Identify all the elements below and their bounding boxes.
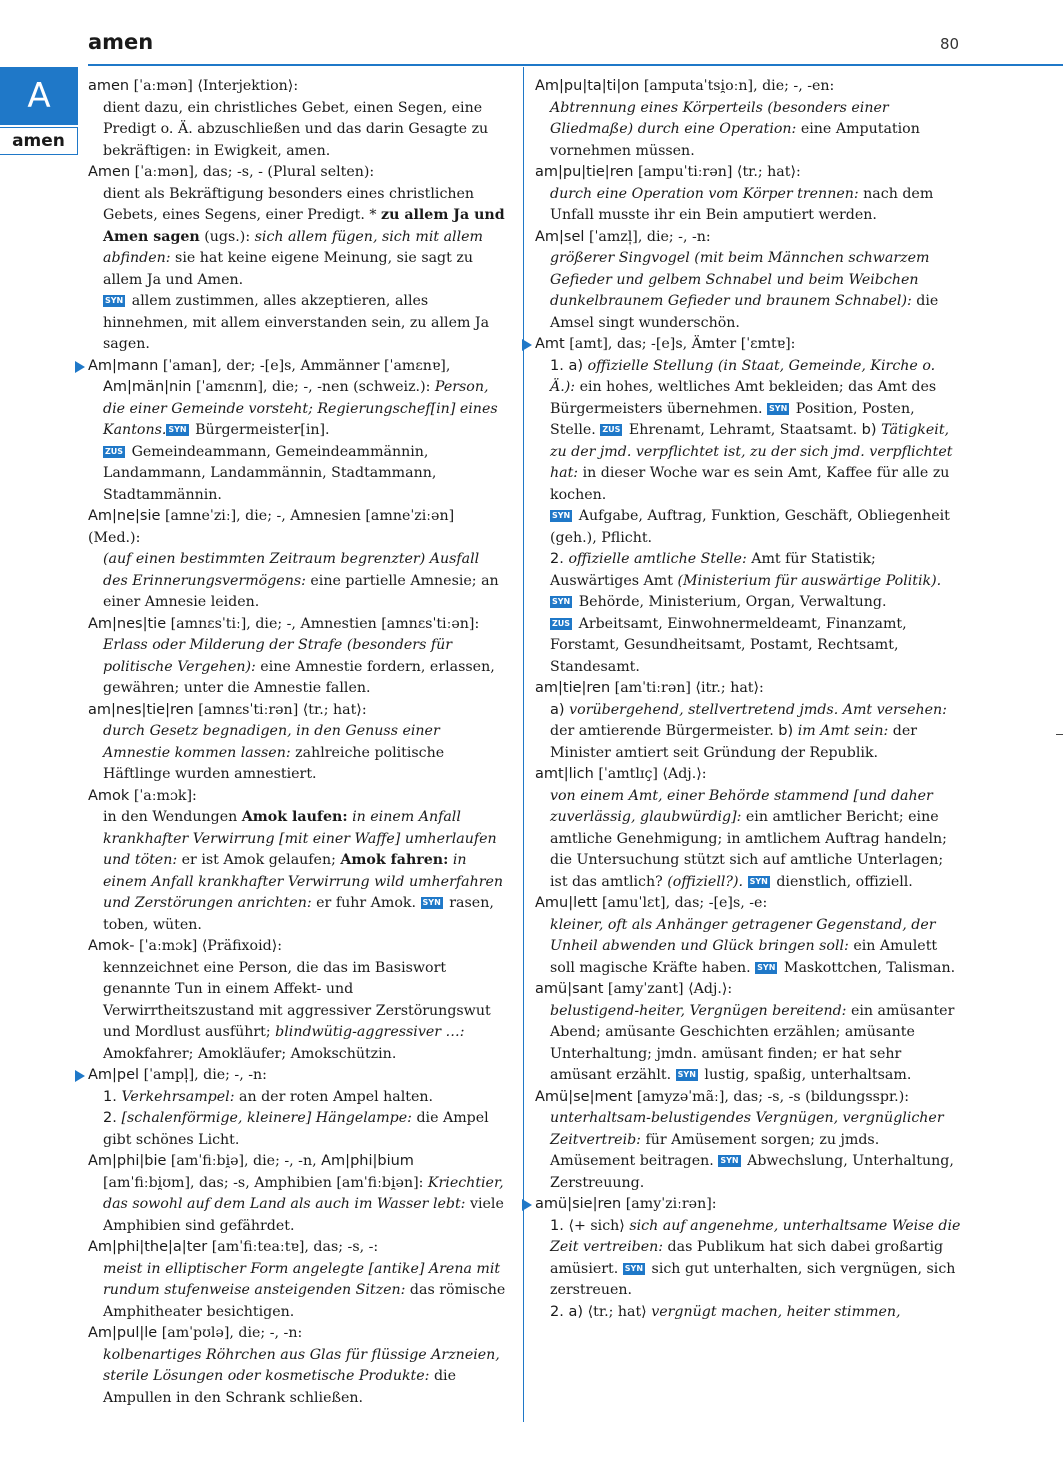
headword: Am|nes|tie (88, 615, 167, 632)
headword: amt|lich (535, 766, 594, 782)
entry-meta: [amyˈzant] ⟨Adj.⟩: (603, 981, 733, 997)
example: das Publikum hat sich dabei großartig amüsiert. (550, 1239, 944, 1277)
example: in dieser Woche war es sein Amt, Kaffee für alle zu kochen. (550, 465, 950, 503)
entry-amputieren (535, 162, 963, 227)
syn-badge-icon: SYN (624, 1263, 644, 1273)
entry-meta: [amˈtiːrən] ⟨itr.; hat⟩: (610, 680, 764, 696)
synonyms: Position, Posten, Stelle. (550, 400, 915, 438)
sense-number: 1. a) (550, 357, 588, 374)
synonyms: Bürgermeister[in]. (190, 422, 330, 438)
example: ein amüsanter Abend; amüsante Geschichten erzählen; amüsante Unterhaltung; jmdn. amüsant finden; er hat sehr amüsant erzählt. (550, 1002, 955, 1083)
definition: kennzeichnet eine Person, die das im Basiswort genannte Tun in einem Affekt- und Verwirrtheitszustand mit aggressiver Zerstörungswut und Mordlust ausführt; (103, 959, 491, 1040)
headword: Amü|se|ment (535, 1088, 633, 1105)
idiom-definition: sich allem fügen, sich mit allem abfinden: (103, 228, 483, 266)
syn-badge-icon: SYN (552, 511, 571, 520)
definition: unterhaltsam-belustigendes Vergnügen, vergnüglicher Zeitvertreib: (550, 1110, 944, 1148)
entry-meta: [amˈfiːbi̯ʊm], das; -s, Amphibien [amˈfiːbi̯ən]: (103, 1174, 424, 1191)
sense-number: a) (550, 701, 570, 718)
definition: größerer Singvogel (mit beim Männchen schwarzem Gefieder und gelbem Schnabel und beim Weibchen dunkelbraunem Gefieder und braunem Schnabel): (550, 250, 930, 309)
entry-meta: [ampuˈtiːrən] ⟨tr.; hat⟩: (633, 164, 801, 180)
entry-meta: [amnɛsˈtiː], die; -, Amnestien [amnɛsˈtiːən]: (166, 615, 480, 632)
entry-Amen (88, 162, 508, 356)
definition: offizielle Stellung (in Staat, Gemeinde, Kirche o. Ä.): (550, 357, 936, 395)
entry-meta: [amt], das; -[e]s, Ämter [ˈɛmtɐ]: (564, 336, 796, 352)
intro: in den Wendungen (103, 809, 242, 825)
entry-Amulett (535, 893, 963, 979)
compounds: Gemeindeammann, Gemeindeammännin, Landammann, Landammännin, Stadtammann, Stadtammännin. (103, 443, 437, 503)
left-column (88, 76, 508, 1409)
entry-amuesant (535, 979, 963, 1087)
example: ein amtlicher Bericht; eine amtliche Genehmigung; in amtlichem Auftrag handeln; die Untersuchung stützt sich auf amtliche Unterlagen; ist das amtlich? (550, 809, 947, 890)
syn-badge-icon: SYN (677, 1070, 696, 1079)
example: der amtierende Bürgermeister. (550, 723, 779, 739)
idiom: Amok laufen: (241, 809, 348, 825)
sense-number: b) (778, 723, 798, 739)
definition: von einem Amt, einer Behörde stammend [und daher zuverlässig, glaubwürdig]: (550, 787, 933, 825)
entry-meta: [ˈaːmən] ⟨Interjektion⟩: (129, 78, 299, 94)
sense-number: 2. (103, 1110, 122, 1126)
definition: kolbenartiges Röhrchen aus Glas für flüssige Arzneien, sterile Lösungen oder kosmetische Produkte: (103, 1346, 500, 1384)
sense-number: 1. (550, 1217, 569, 1234)
register-label: (ugs.): (199, 228, 255, 245)
syn-badge-icon: SYN (422, 898, 441, 907)
entry-Amok-prefix (88, 936, 508, 1065)
entry-meta: [ˈamɛnɪn], die; -, -nen (schweiz.): (191, 379, 431, 395)
entry-meta: [amyzəˈmãː], das; -s, -s (bildungsspr.): (632, 1088, 910, 1105)
entry-amtlich (535, 764, 963, 893)
header-rule (88, 64, 1063, 66)
example: viele Amphibien sind gefährdet. (103, 1196, 504, 1234)
entry-Ampel (88, 1065, 508, 1151)
page-number: 80 (940, 35, 960, 53)
definition: offizielle amtliche Stelle: (568, 551, 747, 567)
syn-badge-icon: SYN (552, 597, 571, 606)
entry-Ammann (88, 356, 508, 507)
example: eine Amputation vornehmen müssen. (550, 121, 920, 159)
entry-meta: [ˈaːmɔk] ⟨Präfixoid⟩: (134, 938, 283, 954)
syn-badge-icon: SYN (757, 962, 776, 972)
headword: amü|sie|ren (535, 1196, 622, 1212)
headword: Amu|lett (535, 895, 598, 911)
grammar-label: ⟨tr.; hat⟩ (587, 1303, 652, 1320)
syn-badge-icon: SYN (749, 876, 768, 886)
example: ein Amulett soll magische Kräfte haben. (550, 938, 938, 976)
headword: Amen (88, 164, 131, 180)
entry-Amt (535, 334, 963, 678)
entry-amuesieren (535, 1194, 963, 1323)
definition: Abtrennung eines Körperteils (besonders einer Gliedmaße) durch eine Operation: (550, 99, 889, 137)
syn-badge-icon: SYN (168, 425, 187, 434)
example: für Amüsement sorgen; zu jmds. Amüsement beitragen. (550, 1131, 880, 1169)
example: an der roten Ampel halten. (234, 1088, 434, 1105)
definition: (auf einen bestimmten Zeitraum begrenzter) Ausfall des Erinnerungsvermögens: (103, 551, 480, 589)
sense-number: 1. (103, 1088, 122, 1105)
arrow-marker-icon (75, 361, 85, 373)
entry-Amphibie (88, 1151, 508, 1237)
definition: im Amt sein: (797, 723, 889, 739)
entry-Amnestie (88, 614, 508, 700)
definition: meist in elliptischer Form angelegte [antike] Arena mit rundum stufenweise ansteigenden Sitzen: (103, 1260, 501, 1298)
headword: Am|ne|sie (88, 508, 161, 524)
example: Amokfahrer; Amokläufer; Amokschützin. (103, 1045, 397, 1062)
synonyms: allem zustimmen, alles akzeptieren, alles hinnehmen, mit allem einverstanden sein, zu allem Ja sagen. (103, 293, 490, 352)
synonyms: Behörde, Ministerium, Organ, Verwaltung. (574, 594, 887, 610)
definition: vergnügt machen, heiter stimmen, (651, 1303, 901, 1320)
entry-meta: [ˈamzl̩], die; -, -n: (584, 228, 711, 245)
sense-number: 2. a) (550, 1303, 588, 1320)
headword: am|tie|ren (535, 680, 611, 696)
headword: Am|phi|the|a|ter (88, 1239, 208, 1255)
synonyms: Maskottchen, Talisman. (779, 959, 956, 976)
idiom-definition: in einem Anfall krankhafter Verwirrung [mit einer Waffe] umherlaufen und töten: (103, 809, 497, 868)
arrow-marker-icon (522, 339, 532, 351)
entry-meta: [amuˈlɛt], das; -[e]s, -e: (597, 895, 768, 911)
entry-meta: [amˈfiːteaːtɐ], das; -s, -: (207, 1239, 379, 1255)
entry-meta: [amyˈziːrən]: (621, 1196, 717, 1212)
example: zahlreiche politische Häftlinge wurden amnestiert. (103, 744, 445, 782)
example: eine Amnestie fordern, erlassen, gewähren; unter die Amnestie fallen. (103, 658, 495, 696)
idiom-definition: in einem Anfall krankhafter Verwirrung wild umherfahren und Zerstörungen anrichten: (103, 852, 504, 911)
thumb-tab-word: amen (0, 127, 78, 155)
idiom: zu allem Ja und Amen sagen (103, 207, 505, 245)
headword: Am|mann (88, 357, 159, 374)
syn-badge-icon: SYN (105, 296, 124, 305)
headword: Am|pul|le (88, 1325, 158, 1341)
entry-Ampulle (88, 1323, 508, 1409)
synonyms: Aufgabe, Auftrag, Funktion, Geschäft, Obliegenheit (geh.), Pflicht. (550, 508, 950, 546)
entry-meta: [amˈfiːbi̯ə], die; -, -n, (166, 1153, 322, 1169)
entry-meta: [amputaˈtsi̯oːn], die; -, -en: (639, 78, 835, 94)
entry-meta: [ˈaːmən], das; -s, - (Plural selten): (130, 164, 375, 180)
example: Amt für Statistik; Auswärtiges Amt (550, 551, 876, 589)
example: sie hat keine eigene Meinung, sie sagt zu allem Ja und Amen. (103, 250, 473, 288)
headword: Am|sel (535, 228, 585, 245)
headword: Am|phi|bie (88, 1153, 167, 1169)
definition: Verkehrsampel: (121, 1088, 235, 1105)
headword: am|nes|tie|ren (88, 701, 194, 718)
headword: am|pu|tie|ren (535, 164, 634, 180)
syn-badge-icon: SYN (720, 1156, 739, 1165)
sense-number: b) (861, 422, 882, 438)
definition: sich auf angenehme, unterhaltsame Weise die Zeit vertreiben: (550, 1217, 961, 1255)
definition: belustigend-heiter, Vergnügen bereitend: (550, 1002, 847, 1019)
headword: amen (88, 78, 130, 94)
arrow-marker-icon (522, 1199, 532, 1211)
entry-amtieren (535, 678, 963, 764)
definition: [schalenförmige, kleinere] Hängelampe: (121, 1110, 412, 1126)
entry-amen (88, 76, 508, 162)
synonyms: rasen, toben, wüten. (103, 895, 494, 933)
headword: amü|sant (535, 981, 604, 997)
entry-meta: [amˈpʊlə], die; -, -n: (157, 1325, 303, 1341)
headword: Am|pel (88, 1067, 140, 1083)
definition: dient als Bekräftigung besonders eines christlichen Gebets, eines Segens, einer Predigt. * (103, 185, 475, 223)
definition: kleiner, oft als Anhänger getragener Gegenstand, der Unheil abwenden und Glück bringen soll: (550, 916, 936, 954)
example: er ist Amok gelaufen; (177, 852, 341, 868)
syn-badge-icon: SYN (769, 403, 788, 413)
entry-Amsel (535, 227, 963, 335)
entry-meta: [ˈaːmɔk]: (129, 787, 197, 804)
headword: Amok- (88, 938, 135, 954)
definition: Kriechtier, das sowohl auf dem Land als auch im Wasser lebt: (103, 1174, 504, 1212)
definition: Erlass oder Milderung der Strafe (besonders für politische Vergehen): (103, 637, 453, 675)
headword-feminine: Am|män|nin (103, 379, 192, 395)
synonyms: Abwechslung, Unterhaltung, Zerstreuung. (550, 1153, 954, 1191)
idiom: Amok fahren: (340, 852, 449, 868)
example: eine partielle Amnesie; an einer Amnesie leiden. (103, 572, 499, 610)
grammar-label: ⟨+ sich⟩ (568, 1217, 630, 1234)
synonyms: lustig, spaßig, unterhaltsam. (699, 1067, 912, 1083)
arrow-marker-icon (75, 1070, 85, 1082)
example: der Minister amtiert seit Gründung der Republik. (550, 723, 918, 761)
example: das römische Amphitheater besichtigen. (103, 1282, 506, 1320)
entry-Amphitheater (88, 1237, 508, 1323)
definition: vorübergehend, stellvertretend jmds. Amt versehen: (569, 701, 947, 718)
example: nach dem Unfall musste ihr ein Bein amputiert werden. (550, 185, 934, 223)
example: die Ampel gibt schönes Licht. (103, 1110, 489, 1148)
entry-amnestieren (88, 700, 508, 786)
entry-meta: [ˈamtlɪç] ⟨Adj.⟩: (593, 766, 707, 782)
right-column (535, 76, 963, 1323)
example: ein hohes, weltliches Amt bekleiden; das Amt des Bürgermeisters übernehmen. (550, 379, 937, 417)
headword: Amok (88, 787, 130, 804)
zus-badge-icon: ZUS (552, 618, 571, 628)
column-divider (523, 67, 524, 1422)
definition: durch eine Operation vom Körper trennen: (550, 185, 859, 202)
zus-badge-icon: ZUS (602, 425, 621, 434)
definition: Tätigkeit, zu der jmd. verpflichtet ist, zu der sich jmd. verpflichtet hat: (550, 422, 953, 481)
definition: Person, die einer Gemeinde vorsteht; Regierungschef[in] eines Kantons. (103, 379, 498, 438)
headword-variant: Am|phi|bium (321, 1153, 414, 1169)
example: die Ampullen in den Schrank schließen. (103, 1368, 456, 1406)
definition: durch Gesetz begnadigen, in den Genuss einer Amnestie kommen lassen: (103, 723, 440, 761)
entry-meta: [amneˈziː], die; -, Amnesien [amneˈziːən] (Med.): (88, 508, 455, 546)
sense-number: 2. (550, 551, 569, 567)
edge-mark (1056, 734, 1063, 735)
entry-Amnesie (88, 506, 508, 614)
synonyms: dienstlich, offiziell. (771, 873, 913, 890)
gloss: (Ministerium für auswärtige Politik). (677, 572, 942, 589)
running-head-guide-word: amen (88, 30, 154, 54)
definition: dient dazu, ein christliches Gebet, einen Segen, eine Predigt o. Ä. abzuschließen und das darin Gesagte zu bekräftigen: in Ewigkeit, amen. (103, 99, 489, 159)
entry-meta: [ˈaman], der; -[e]s, Ammänner [ˈamɛnɐ], (158, 357, 451, 374)
thumb-tab-letter: A (0, 67, 78, 125)
entry-Amuesement (535, 1087, 963, 1195)
gloss: (offiziell?). (667, 873, 744, 890)
compounds: Ehrenamt, Lehramt, Staatsamt. (624, 422, 862, 438)
gloss: blindwütig-aggressiver …: (275, 1024, 465, 1040)
entry-Amok (88, 786, 508, 937)
headword: Amt (535, 336, 565, 352)
example: er fuhr Amok. (311, 895, 416, 911)
entry-Amputation (535, 76, 963, 162)
headword: Am|pu|ta|ti|on (535, 78, 640, 94)
zus-badge-icon: ZUS (105, 446, 124, 456)
compounds: Arbeitsamt, Einwohnermeldeamt, Finanzamt, Forstamt, Gesundheitsamt, Postamt, Rechtsamt, Standesamt. (550, 615, 907, 675)
example: die Amsel singt wunderschön. (550, 293, 939, 331)
entry-meta: [amnɛsˈtiːrən] ⟨tr.; hat⟩: (193, 701, 367, 718)
synonyms: sich gut unterhalten, sich vergnügen, sich zerstreuen. (550, 1260, 956, 1298)
entry-meta: [ˈampl̩], die; -, -n: (139, 1067, 267, 1083)
